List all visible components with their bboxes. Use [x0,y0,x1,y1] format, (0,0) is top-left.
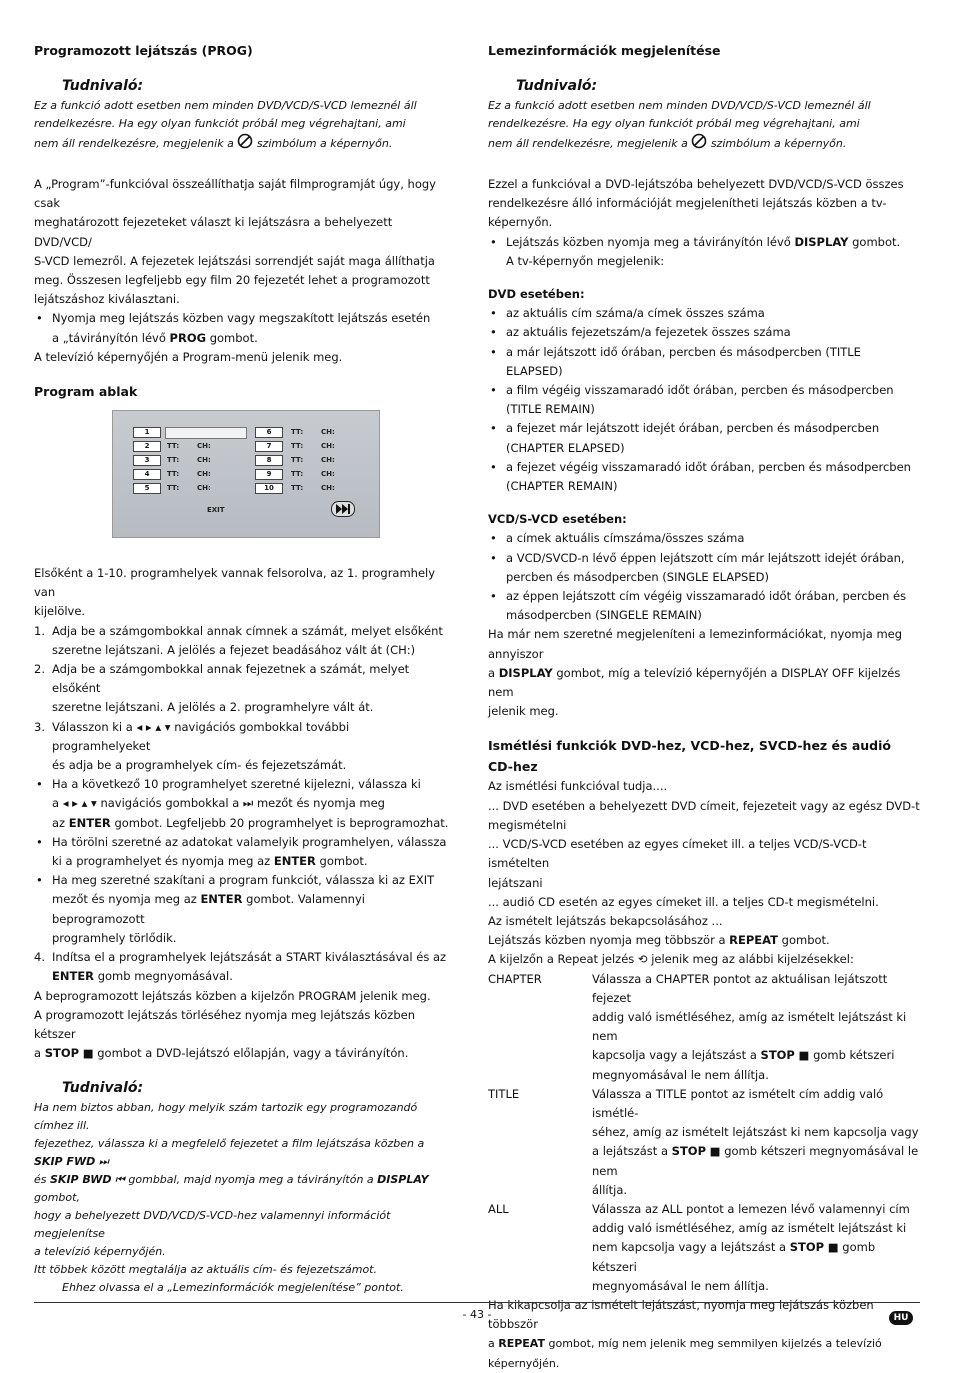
note-heading: Tudnivaló: [516,78,598,94]
slot-label: 8 [255,455,283,466]
paragraph: A „Program”-funkcióval összeállíthatja saját filmprogramját úgy, hogy csak [34,177,436,211]
note-heading: Tudnivaló: [62,78,144,94]
note-line: a televízió képernyőjén. [34,1245,166,1259]
slot-label: 7 [255,441,283,452]
tt-label: TT: [291,470,304,479]
table-row [488,1085,920,1200]
mode-key: ALL [488,1201,509,1216]
list-item: • Nyomja meg lejátszás közben vagy megszakított lejátszás esetén a „távirányítón lévő PROG gombot. [34,309,450,347]
mode-description: Válassza a TITLE pontot az ismételt cím addig való ismétlé- séhez, amíg az ismételt lejátszást ki nem kapcsolja vagy a lejátszást a STOP ■ gomb kétszeri megnyomásával le nem állítja. [592,1086,919,1197]
language-badge: HU [889,1311,913,1325]
note-line: Itt többek között megtalálja az aktuális cím- és fejezetszámot. [34,1263,377,1277]
list-item: • Ha törölni szeretné az adatokat valamelyik programhelyen, válassza ki a programhelyet és nyomja meg az ENTER gombot. [34,833,450,871]
ch-label: CH: [321,470,335,479]
table-row [488,1200,920,1296]
list-item: • a címek aktuális címszáma/összes száma [488,529,920,548]
skip-forward-icon: ⏭ [242,796,254,811]
slot-label: 9 [255,469,283,480]
slot-label: 3 [133,455,161,466]
section-title-programmed-playback: Programozott lejátszás (PROG) [34,43,253,58]
numbered-steps [34,948,450,986]
stop-icon: ■ [82,1046,94,1061]
list-item: • a már lejátszott idő órában, percben és másodpercben (TITLE ELAPSED) [488,343,920,381]
ch-label: CH: [321,428,335,437]
note-line: Ehhez olvassa el a „Lemezinformációk megjelenítése” pontot. [62,1281,404,1295]
skip-forward-icon: ⏭ [98,1155,109,1169]
navigation-arrows-icon: ◂ ▸ ▴ ▾ [62,796,97,811]
paragraph: A kijelzőn a Repeat jelzés ⟲ jelenik meg az alábbi kijelzésekkel: [488,952,854,967]
bullet-list [34,775,450,948]
ch-label: CH: [197,470,211,479]
list-item: • Ha a következő 10 programhelyet szeretné kijelezni, válassza ki a ◂ ▸ ▴ ▾ navigációs gombokkal a ⏭ mezőt és nyomja meg az ENTER gombot. Legfeljebb 20 programhelyet is beprogramozhat. [34,775,450,833]
tt-label: TT: [291,428,304,437]
repeat-modes-table [488,970,920,1296]
skip-backward-icon: ⏮ [114,1173,125,1187]
subheading-vcd: VCD/S-VCD esetében: [488,512,627,527]
tt-label: TT: [167,484,180,493]
bullet-list [488,304,920,496]
list-item: 2. Adja be a számgombokkal annak fejezetnek a számát, melyet elsőként szeretne lejátszani. A jelölés a 2. programhelyre vált át. [34,662,410,715]
tt-label: TT: [167,442,180,451]
tt-label: TT: [167,456,180,465]
mode-key: TITLE [488,1086,520,1101]
subheading-dvd: DVD esetében: [488,287,585,302]
stop-icon: ■ [827,1240,839,1255]
slot-label: 5 [133,483,161,494]
list-item: • az aktuális fejezetszám/a fejezetek összes száma [488,323,920,342]
list-item: • Ha meg szeretné szakítani a program funkciót, válassza ki az EXIT mezőt és nyomja meg az ENTER gombot. Valamennyi beprogramozott programhely törlődik. [34,871,450,948]
mode-description: Válassza az ALL pontot a lemezen lévő valamennyi cím addig való ismétléséhez, amíg az ismételt lejátszást ki nem kapcsolja vagy a lejátszást a STOP ■ gomb kétszeri megnyomásával le nem állítja. [592,1201,910,1293]
paragraph: rendelkezésre álló információját megjelenítheti lejátszás közben a tv-képernyőn. [488,196,887,230]
list-item: • a film végéig visszamaradó időt órában, percben és másodpercben (TITLE REMAIN) [488,381,920,419]
list-item: • az éppen lejátszott cím végéig visszamaradó időt órában, percben és másodpercben (SINGELE REMAIN) [488,587,920,625]
ch-label: CH: [321,456,335,465]
slot-label: 4 [133,469,161,480]
note-line: nem áll rendelkezésre, megjelenik a szimbólum a képernyőn. [488,133,920,155]
paragraph: a REPEAT gombot, míg nem jelenik meg semmilyen kijelzés a televízió képernyőjén. [488,1337,882,1370]
page-number: - 43 - [462,1308,492,1321]
paragraph: meghatározott fejezeteket választ ki lejátszásra a behelyezett DVD/VCD/ [34,215,393,249]
paragraph: kijelölve. [34,604,86,619]
paragraph: A beprogramozott lejátszás közben a kijelzőn PROGRAM jelenik meg. [34,988,431,1003]
tt-label: TT: [167,470,180,479]
mode-description: Válassza a CHAPTER pontot az aktuálisan lejátszott fejezet addig való ismétléséhez, amíg az ismételt lejátszást ki nem kapcsolja vagy a lejátszást a STOP ■ gomb kétszeri megnyomásával le nem állítja. [592,971,907,1082]
slot-label: 2 [133,441,161,452]
list-item: • a fejezet végéig visszamaradó időt órában, percben és másodpercben (CHAPTER REMAIN) [488,458,920,496]
left-column [34,40,450,1297]
tt-label: TT: [291,442,304,451]
paragraph: ... VCD/S-VCD esetében az egyes címeket ill. a teljes VCD/S-VCD-t ismételten [488,837,867,871]
note-line: Ha nem biztos abban, hogy melyik szám tartozik egy programozandó címhez ill. [34,1101,418,1133]
ch-label: CH: [197,442,211,451]
stop-icon: ■ [709,1144,721,1159]
ch-label: CH: [321,442,335,451]
paragraph: Az ismétlési funkcióval tudja.... [488,779,668,794]
list-item: • a fejezet már lejátszott idejét órában, percben és másodpercben (CHAPTER ELAPSED) [488,419,920,457]
list-item: 3. Válasszon ki a ◂ ▸ ▴ ▾ navigációs gombokkal további programhelyeket és adja be a programhelyek cím- és fejezetszámát. [34,719,350,773]
table-row [488,970,920,1085]
prohibited-icon [691,133,707,155]
navigation-arrows-icon: ◂ ▸ ▴ ▾ [136,719,171,734]
paragraph: A televízió képernyőjén a Program-menü jelenik meg. [34,349,343,364]
right-column [488,40,920,1373]
paragraph: ... DVD esetében a behelyezett DVD címeit, fejezeteit vagy az egész DVD-t [488,798,920,813]
paragraph: Elsőként a 1-10. programhelyek vannak felsorolva, az 1. programhely van [34,566,436,600]
footer-divider [34,1302,920,1303]
bullet-list [488,529,920,625]
paragraph: lejátszani [488,875,543,890]
input-field [165,427,247,439]
paragraph: a DISPLAY gombot, míg a televízió képernyőjén a DISPLAY OFF kijelzés nem [488,665,901,700]
list-item: 1. Adja be a számgombokkal annak címnek a számát, melyet elsőként szeretne lejátszani. A jelölés a fejezet beadásához vált át (CH:) [34,623,443,657]
note-line: nem áll rendelkezésre, megjelenik a szimbólum a képernyőn. [34,133,450,155]
note-line: rendelkezésre. Ha egy olyan funkciót próbál meg végrehajtani, ami [488,117,860,130]
stop-icon: ■ [798,1048,810,1063]
skip-forward-icon [331,501,355,521]
ch-label: CH: [197,456,211,465]
paragraph: ... audió CD esetén az egyes címeket ill. a teljes CD-t megismételni. [488,894,879,909]
numbered-steps [34,622,450,776]
program-window-screenshot [112,410,380,538]
ch-label: CH: [321,484,335,493]
subheading-repeat: Ismétlési funkciók DVD-hez, VCD-hez, SVCD-hez és audió CD-hez [488,738,891,775]
prohibited-icon [237,133,253,155]
list-item: • Lejátszás közben nyomja meg a távirányítón lévő DISPLAY gombot. A tv-képernyőn megjelenik: [488,233,920,271]
paragraph: Ha kikapcsolja az ismételt lejátszást, nyomja meg lejátszás közben többször [488,1297,874,1332]
paragraph: Ezzel a funkcióval a DVD-lejátszóba behelyezett DVD/VCD/S-VCD összes [488,177,904,191]
note-line: hogy a behelyezett DVD/VCD/S-VCD-hez valamennyi információt megjelenítse [34,1209,391,1241]
section-title-disc-info: Lemezinformációk megjelenítése [488,43,721,58]
slot-label: 6 [255,427,283,438]
paragraph: megismételni [488,817,567,832]
paragraph: a STOP ■ gombot a DVD-lejátszó előlapján, vagy a távirányítón. [34,1046,409,1061]
paragraph: S-VCD lemezről. A fejezetek lejátszási sorrendjét saját maga állíthatja [34,253,435,268]
paragraph: meg. Összesen legfeljebb egy film 20 fejezetét lehet a programozott [34,273,430,288]
bullet-list [488,233,920,271]
ch-label: CH: [197,484,211,493]
paragraph: jelenik meg. [488,704,559,719]
tt-label: TT: [291,456,304,465]
note-line: Ez a funkció adott esetben nem minden DVD/VCD/S-VCD lemeznél áll [488,99,871,112]
list-item: 4. Indítsa el a programhelyek lejátszását a START kiválasztásával és az ENTER gomb megnyomásával. [34,950,447,984]
paragraph: lejátszáshoz kiválasztani. [34,292,180,307]
note-line: fejezethez, válassza ki a megfelelő fejezetet a film lejátszása közben a SKIP FWD ⏭ [34,1137,425,1169]
subheading-program-window: Program ablak [34,384,138,400]
bullet-list [34,309,450,347]
note-line: rendelkezésre. Ha egy olyan funkciót próbál meg végrehajtani, ami [34,117,406,130]
list-item: • az aktuális cím száma/a címek összes száma [488,304,920,323]
repeat-icon: ⟲ [637,952,648,967]
paragraph: Ha már nem szeretné megjeleníteni a lemezinformációkat, nyomja meg annyiszor [488,627,903,661]
tt-label: TT: [291,484,304,493]
paragraph: A programozott lejátszás törléséhez nyomja meg lejátszás közben kétszer [34,1007,415,1041]
mode-key: CHAPTER [488,971,542,986]
note-heading: Tudnivaló: [62,1080,144,1097]
paragraph: Lejátszás közben nyomja meg többször a REPEAT gombot. [488,933,830,948]
exit-label: EXIT [207,506,225,515]
note-line: és SKIP BWD ⏮ gombbal, majd nyomja meg a távirányítón a DISPLAY gombot, [34,1173,429,1205]
slot-label: 1 [133,427,161,438]
list-item: • a VCD/SVCD-n lévő éppen lejátszott cím már lejátszott idejét órában, percben és másodpercben (SINGLE ELAPSED) [488,549,920,587]
slot-label: 10 [255,483,283,494]
paragraph: Az ismételt lejátszás bekapcsolásához ... [488,913,723,928]
note-line: Ez a funkció adott esetben nem minden DVD/VCD/S-VCD lemeznél áll [34,99,417,112]
